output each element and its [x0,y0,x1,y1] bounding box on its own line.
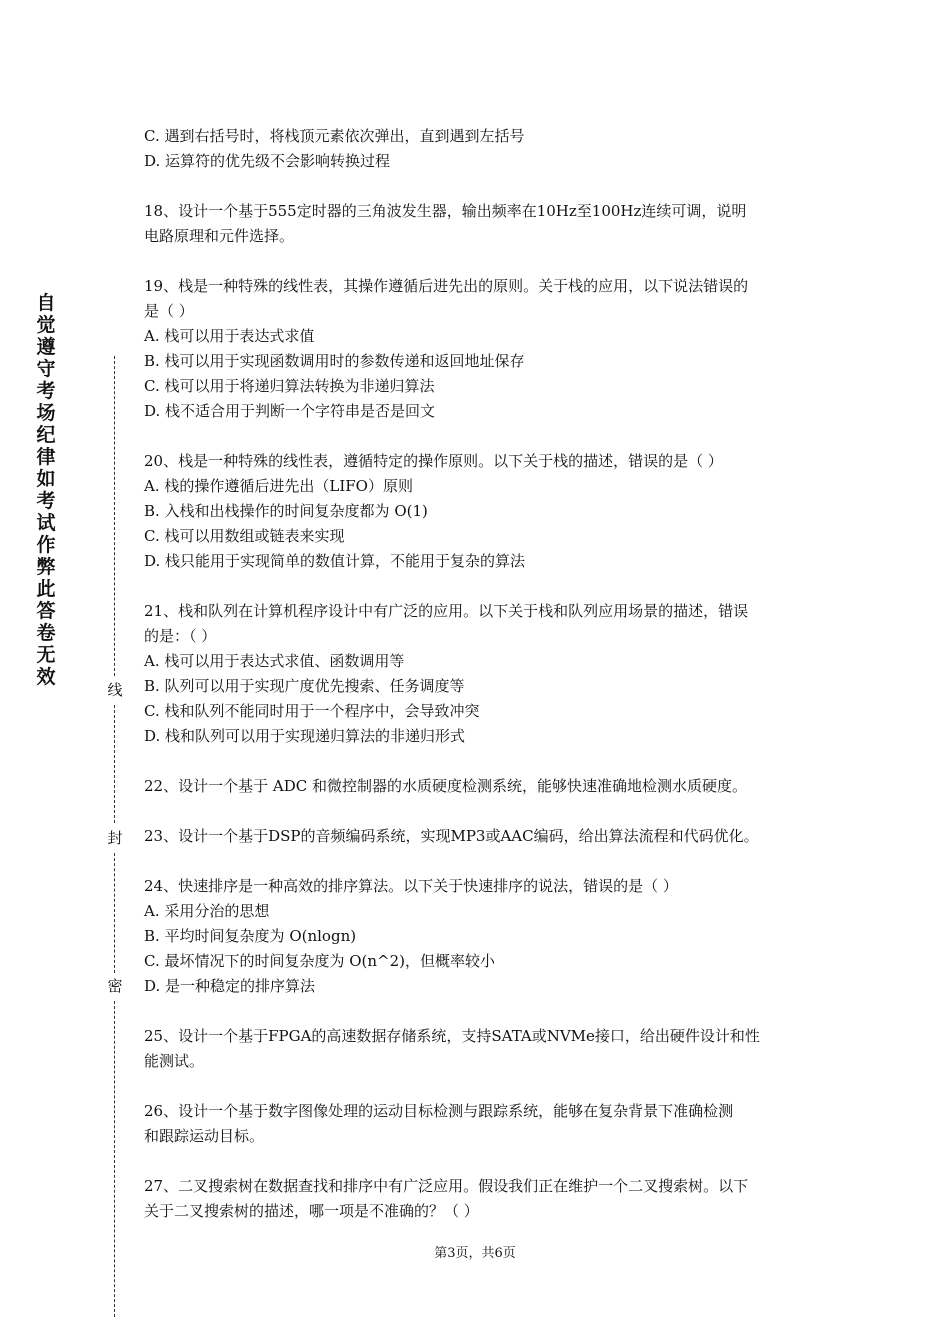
question-stem-line: 27、二叉搜索树在数据查找和排序中有广泛应用。假设我们正在维护一个二叉搜索树。以下 [144,1177,749,1195]
binding-line-segment [114,853,115,973]
question-24 [144,874,812,999]
question-stem-line: 电路原理和元件选择。 [144,227,295,245]
question-stem-line: 22、设计一个基于 ADC 和微控制器的水质硬度检测系统，能够快速准确地检测水质硬度。 [144,777,747,795]
option-line: D. 栈和队列可以用于实现递归算法的非递归形式 [144,727,466,745]
binding-mark-seal: 封 [107,829,123,847]
question-21 [144,599,812,749]
question-19 [144,274,812,424]
binding-line-segment [114,705,115,823]
option-line: A. 栈的操作遵循后进先出（LIFO）原则 [144,477,413,495]
question-stem-line: 25、设计一个基于FPGA的高速数据存储系统，支持SATA或NVMe接口，给出硬件设计和性 [144,1027,760,1045]
exam-rules-note: 自觉遵守考场纪律如考试作弊此答卷无效 [36,292,56,688]
question-stem-line: 21、栈和队列在计算机程序设计中有广泛的应用。以下关于栈和队列应用场景的描述，错误 [144,602,749,620]
option-line: A. 采用分治的思想 [144,902,270,920]
question-20 [144,449,812,574]
question-stem-line: 26、设计一个基于数字图像处理的运动目标检测与跟踪系统，能够在复杂背景下准确检测 [144,1102,734,1120]
option-line: C. 栈可以用于将递归算法转换为非递归算法 [144,377,435,395]
question-stem-line: 24、快速排序是一种高效的排序算法。以下关于快速排序的说法，错误的是（ ） [144,877,678,895]
option-line: B. 栈可以用于实现函数调用时的参数传递和返回地址保存 [144,352,525,370]
binding-line-segment [114,356,115,676]
option-line: C. 栈和队列不能同时用于一个程序中，会导致冲突 [144,702,480,720]
question-stem-line: 18、设计一个基于555定时器的三角波发生器，输出频率在10Hz至100Hz连续可调，说明 [144,202,747,220]
question-stem-line: 和跟踪运动目标。 [144,1127,265,1145]
option-line: B. 平均时间复杂度为 O(nlogn) [144,927,357,945]
question-stem-line: 20、栈是一种特殊的线性表，遵循特定的操作原则。以下关于栈的描述，错误的是（ ） [144,452,723,470]
question-25 [144,1024,812,1074]
option-line: C. 栈可以用数组或链表来实现 [144,527,345,545]
question-stem-line: 的是：（ ） [144,627,217,645]
option-line: B. 队列可以用于实现广度优先搜索、任务调度等 [144,677,465,695]
option-line: C. 最坏情况下的时间复杂度为 O(n^2)，但概率较小 [144,952,496,970]
binding-mark-line: 线 [107,681,123,699]
question-18 [144,199,812,249]
question-stem-line: 能测试。 [144,1052,205,1070]
option-line: A. 栈可以用于表达式求值、函数调用等 [144,652,405,670]
question-23 [144,824,812,849]
question-stem-line: 23、设计一个基于DSP的音频编码系统，实现MP3或AAC编码，给出算法流程和代码优化。 [144,827,759,845]
page-number: 第3页，共6页 [434,1246,516,1261]
question-continued [144,124,812,174]
option-line: D. 运算符的优先级不会影响转换过程 [144,152,391,170]
option-line: C. 遇到右括号时，将栈顶元素依次弹出，直到遇到左括号 [144,127,525,145]
question-26 [144,1099,812,1149]
option-line: A. 栈可以用于表达式求值 [144,327,315,345]
question-list [144,199,812,1224]
option-line: D. 栈不适合用于判断一个字符串是否是回文 [144,402,436,420]
question-stem-line: 19、栈是一种特殊的线性表，其操作遵循后进先出的原则。关于栈的应用，以下说法错误的 [144,277,749,295]
binding-line-segment [114,1001,115,1317]
exam-content [144,124,812,1249]
question-22 [144,774,812,799]
option-line: D. 是一种稳定的排序算法 [144,977,316,995]
option-line: B. 入栈和出栈操作的时间复杂度都为 O(1) [144,502,428,520]
option-line: D. 栈只能用于实现简单的数值计算，不能用于复杂的算法 [144,552,526,570]
question-stem-line: 关于二叉搜索树的描述，哪一项是不准确的？（ ） [144,1202,479,1220]
binding-mark-secret: 密 [107,977,123,995]
question-stem-line: 是（ ） [144,302,194,320]
question-27 [144,1174,812,1224]
